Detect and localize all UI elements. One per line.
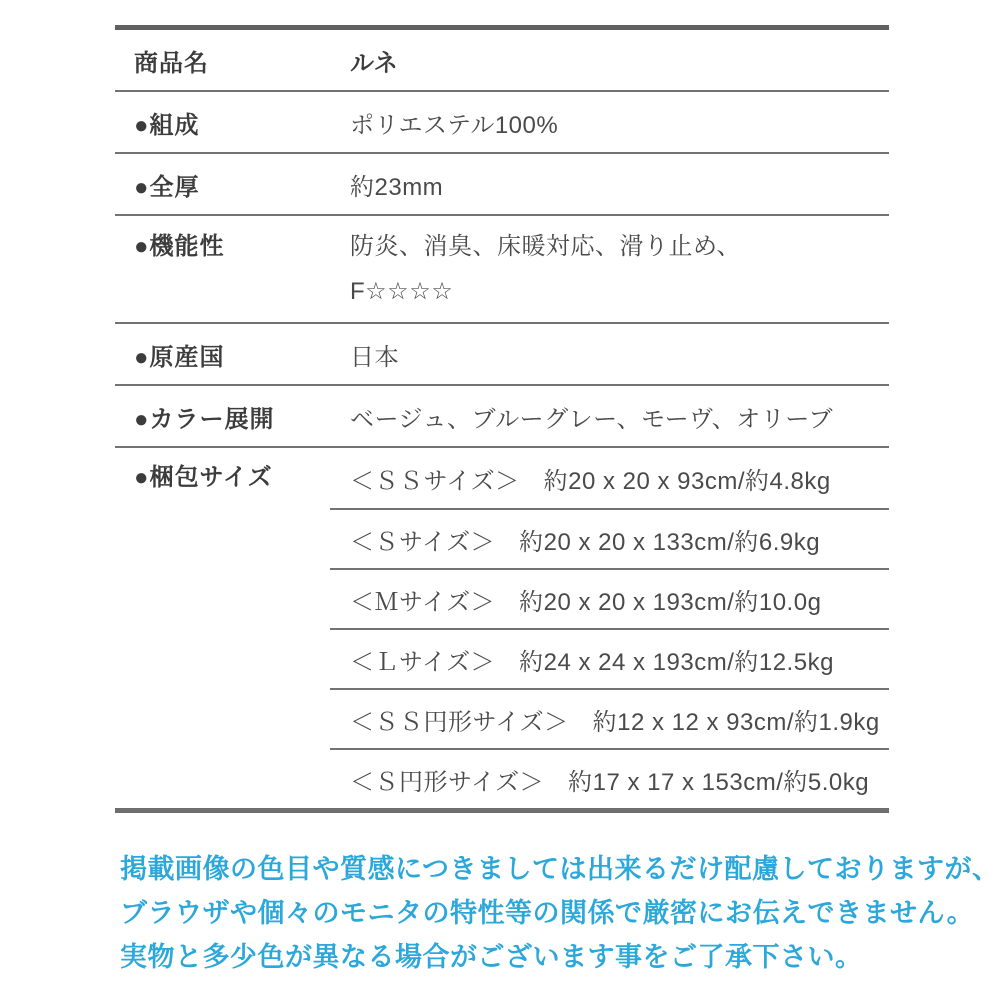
color-disclaimer-notice	[120, 847, 999, 979]
spec-label: ●全厚	[134, 173, 200, 201]
spec-row-packing-size	[115, 448, 889, 808]
size-spec: 約24 x 24 x 193cm/約12.5kg	[519, 648, 834, 676]
spec-row-origin	[115, 324, 889, 386]
size-name: ＜ＳＳ円形サイズ＞	[350, 708, 569, 736]
disclaimer-line-1: 掲載画像の色目や質感につきましては出来るだけ配慮しておりますが、	[120, 854, 1000, 884]
product-spec-table	[115, 25, 889, 813]
packing-size-row-m	[330, 568, 889, 628]
packing-size-list	[330, 448, 889, 808]
spec-row-product-name	[115, 30, 889, 92]
disclaimer-line-2: ブラウザや個々のモニタの特性等の関係で厳密にお伝えできません。	[120, 898, 975, 928]
size-spec: 約17 x 17 x 153cm/約5.0kg	[568, 768, 870, 796]
packing-size-row-s	[330, 508, 889, 568]
spec-value: ルネ	[350, 49, 399, 77]
spec-row-colors	[115, 386, 889, 448]
packing-size-row-l	[330, 628, 889, 688]
spec-value: 日本	[350, 343, 399, 371]
spec-label: 商品名	[134, 49, 209, 77]
size-spec: 約20 x 20 x 93cm/約4.8kg	[543, 467, 831, 495]
spec-value: ポリエステル100%	[350, 111, 559, 139]
spec-label: ●梱包サイズ	[134, 464, 273, 491]
packing-size-row-s-round	[330, 748, 889, 808]
spec-row-composition	[115, 92, 889, 154]
spec-value	[330, 216, 889, 322]
size-spec: 約20 x 20 x 133cm/約6.9kg	[519, 528, 821, 556]
spec-row-thickness	[115, 154, 889, 216]
size-name: ＜ＳＳサイズ＞	[350, 467, 520, 495]
spec-row-functionality	[115, 216, 889, 324]
size-spec: 約20 x 20 x 193cm/約10.0g	[519, 588, 822, 616]
functionality-line-1: 防炎、消臭、床暖対応、滑り止め、	[350, 233, 742, 260]
size-name: ＜Ｍサイズ＞	[350, 588, 496, 616]
size-spec: 約12 x 12 x 93cm/約1.9kg	[592, 708, 880, 736]
disclaimer-line-3: 実物と多少色が異なる場合がございます事をご了承下さい。	[120, 942, 863, 972]
packing-size-row-ss	[330, 448, 889, 508]
spec-value: 約23mm	[350, 173, 444, 201]
spec-label: ●機能性	[134, 233, 225, 260]
size-name: ＜Ｓサイズ＞	[350, 528, 496, 556]
spec-label: ●組成	[134, 111, 200, 139]
spec-value: ベージュ、ブルーグレー、モーヴ、オリーブ	[350, 405, 834, 433]
spec-label: ●原産国	[134, 343, 225, 371]
size-name: ＜Ｌサイズ＞	[350, 648, 496, 676]
size-name: ＜Ｓ円形サイズ＞	[350, 768, 545, 796]
functionality-line-2: F☆☆☆☆	[350, 278, 454, 305]
spec-label: ●カラー展開	[134, 405, 275, 433]
packing-size-row-ss-round	[330, 688, 889, 748]
